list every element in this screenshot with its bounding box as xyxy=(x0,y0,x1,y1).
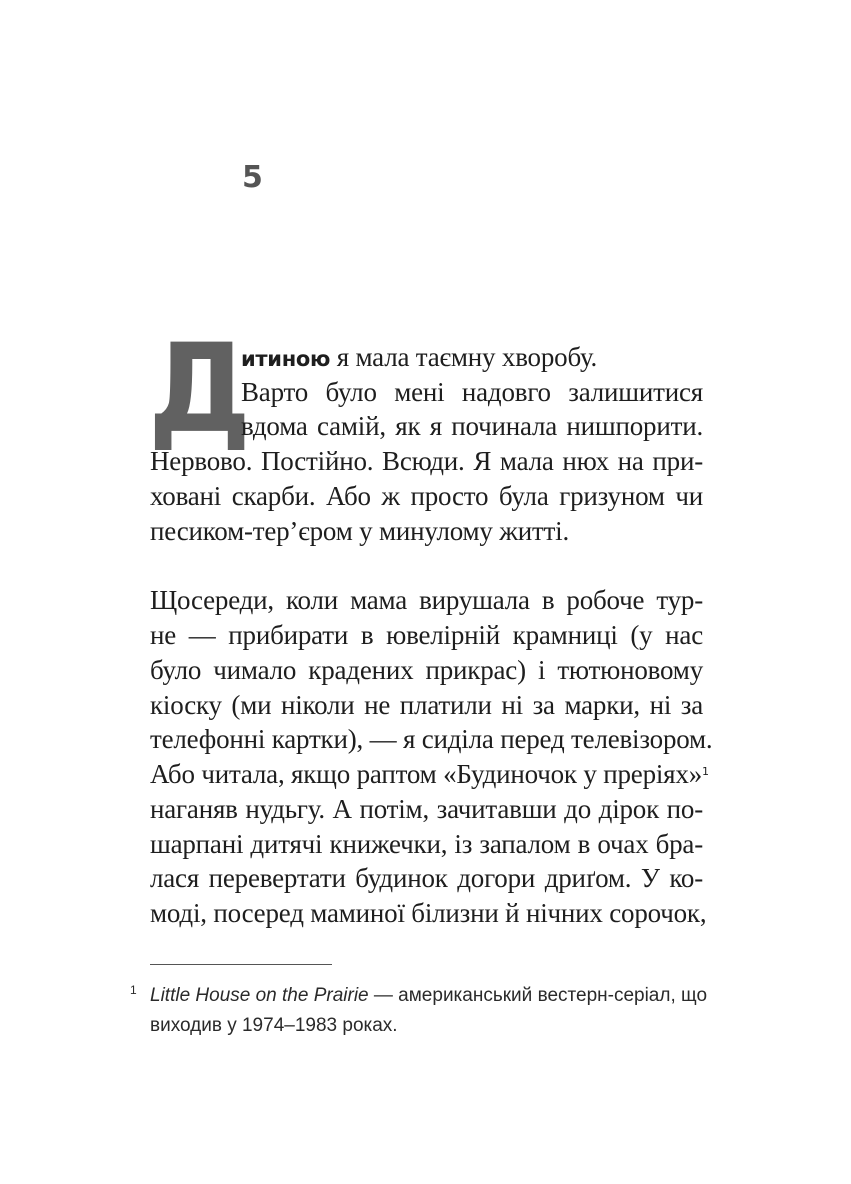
footnote-marker: 1 xyxy=(130,983,137,997)
lead-in-bold: итиною xyxy=(241,347,331,371)
text-line: Варто було мені надовго залишитися xyxy=(241,377,703,407)
drop-cap: Д xyxy=(148,318,252,460)
text-line: вдома самій, як я починала нишпорити. xyxy=(241,411,703,441)
text-line: ховані скарби. Або ж просто була гризуном чи xyxy=(150,481,703,511)
text-line: песиком-тер’єром у минулому житті. xyxy=(150,516,570,546)
text-line: Нервово. Постійно. Всюди. Я мала нюх на при- xyxy=(150,446,703,476)
footnote-title: Little House on the Prairie xyxy=(150,985,369,1006)
footnote-divider xyxy=(150,964,332,965)
text-line: шарпані дитячі книжечки, із запалом в очах бра- xyxy=(150,829,703,859)
text-line: телефонні картки), — я сиділа перед телевізором. xyxy=(150,724,713,754)
text-line: кіоску (ми ніколи не платили ні за марки, ні за xyxy=(150,690,703,720)
text-line: Або читала, якщо раптом «Будиночок у преріях»$^1$ xyxy=(150,759,709,789)
text-line: наганяв нудьгу. А потім, зачитавши до дірок по- xyxy=(150,794,703,824)
book-page: 5 Д итиною я мала таємну хворобу. Варто було мені надовго залишитися вдома самій, як я починала нишпорити. Нервово. Постійно. Всюди. Я мала нюх на при- ховані скарби. Або ж просто була гризуном чи песиком-тер’єром у минулому житті. Щосереди, коли мама вирушала в робоче тур- не — прибирати в ювелірній крамниці (у нас було чимало крадених прикрас) і тютюновому кіоску (ми ніколи не платили ні за марки, ні за телефонні картки), — я сиділа перед телевізором. Або читала, якщо раптом «Будиночок у преріях»$^1$ наганяв нудьгу. А потім, зачитавши до дірок по- шарпані дитячі книжечки, із запалом в очах бра- лася перевертати будинок догори дриґом. У ко- моді, посеред маминої білизни й нічних сорочок, 1 Little House on the Prairie — американський вестерн-серіал, що виходив у 1974–1983 роках. xyxy=(130,160,713,1036)
text-line: не — прибирати в ювелірній крамниці (у нас xyxy=(150,620,703,650)
text-line: було чимало крадених прикрас) і тютюновому xyxy=(150,655,703,685)
text-line: Щосереди, коли мама вирушала в робоче тур- xyxy=(150,585,703,615)
chapter-number: 5 xyxy=(242,160,263,195)
footnote-reference[interactable]: 1 xyxy=(702,765,709,778)
text-line: моді, посеред маминої білизни й нічних сорочок, xyxy=(150,898,707,928)
text-line: итиною я мала таємну хворобу. xyxy=(241,342,598,372)
text-line: лася перевертати будинок догори дриґом. У ко- xyxy=(150,863,703,893)
